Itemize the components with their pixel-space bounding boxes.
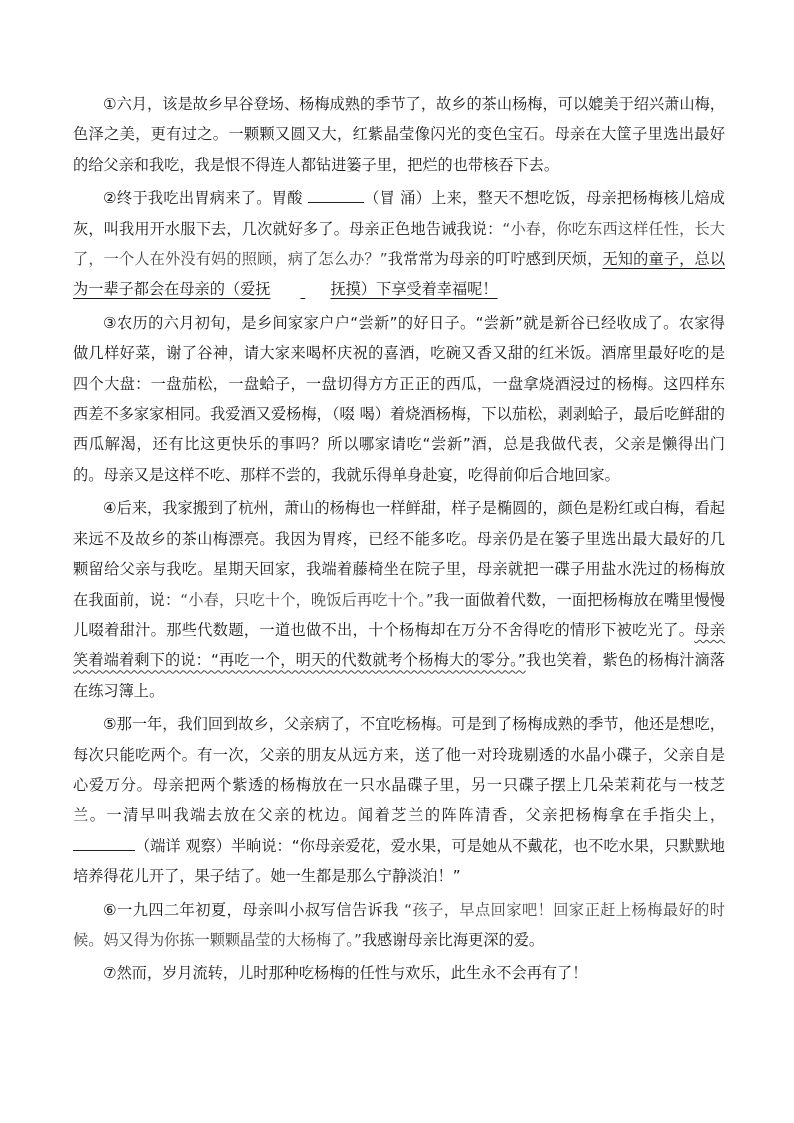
paragraph-5-text-b: （端详 观察）半晌说：“你母亲爱花，爱水果，可是她从不戴花，也不吃水果，只默默地培养得花儿开了，果子结了。她一生都是那么宁静淡泊！” <box>73 836 725 886</box>
paragraph-6 <box>73 895 725 956</box>
wavy-underlined-sentence: 母亲笑着端着剩下的说：“再吃一个，明天的代数就考个杨梅大的零分。” <box>73 620 726 670</box>
paragraph-5-text-a: ⑤那一年，我们回到故乡，父亲病了，不宜吃杨梅。可是到了杨梅成熟的季节，他还是想吃，每次只能吃两个。有一次，父亲的朋友从远方来，送了他一对玲珑剔透的水晶小碟子，父亲自是心爱万分。母亲把两个紫透的杨梅放在一只水晶碟子里，另一只碟子摆上几朵茉莉花与一枝芝兰。一清早叫我端去放在父亲的枕边。闻着芝兰的阵阵清香，父亲把杨梅拿在手指尖上， <box>73 715 725 825</box>
letter-quote: “孩子，早点回家吧！回家正赶上杨梅最好的时候。妈又得为你拣一颗颗晶莹的大杨梅了。” <box>73 900 725 949</box>
paragraph-4-text-a: ④后来，我家搬到了杭州，萧山的杨梅也一样鲜甜，样子是椭圆的，颜色是粉红或白梅，看起来远不及故乡的茶山梅漂亮。我因为胃疼，已经不能多吃。母亲仍是在篓子里选出最大最好的几颗留给父亲与我吃。星期天回家，我端着藤椅坐在院子里，母亲就把一碟子用盐水洗过的杨梅放在我面前，说： <box>73 499 725 609</box>
mother-instruction-quote: “小春，只吃十个，晚饭后再吃十个。” <box>180 590 434 609</box>
paragraph-1-text: ①六月，该是故乡早谷登场、杨梅成熟的季节了，故乡的茶山杨梅，可以媲美于绍兴萧山梅，色泽之美，更有过之。一颗颗又圆又大，红紫晶莹像闪光的变色宝石。母亲在大筐子里选出最好的给父亲和我吃，我是恨不得连人都钻进篓子里，把烂的也带核吞下去。 <box>73 95 725 174</box>
underlined-sentence-part-1: 无知的童子，总以为一辈子都会在母亲的（爱抚 <box>73 250 726 299</box>
paragraph-3-text: ③农历的六月初旬，是乡间家家户户“尝新”的好日子。“尝新”就是新谷已经收成了。农家得做几样好菜，谢了谷神，请大家来喝杯庆祝的喜酒，吃碗又香又甜的红米饭。酒席里最好吃的是四个大盘：一盘茄松，一盘蛤子，一盘切得方方正正的西瓜，一盘拿烧酒浸过的杨梅。这四样东西差不多家家相同。我爱酒又爱杨梅，（啜 喝）着烧酒杨梅，下以茄松，剥剥蛤子，最后吃鲜甜的西瓜解渴，还有比这更快乐的事吗？所以哪家请吃“尝新”酒，总是我做代表，父亲是懒得出门的。母亲又是这样不吃、那样不尝的，我就乐得单身赴宴，吃得前仰后合地回家。 <box>73 313 725 484</box>
fill-blank-1[interactable] <box>308 188 364 203</box>
fill-blank-2[interactable] <box>73 836 135 851</box>
underlined-gap <box>270 274 330 304</box>
paragraph-2-text-c: 我常常为母亲的叮咛感到厌烦， <box>387 250 603 269</box>
mother-warning-quote: “小春，你吃东西这样任性，长大了，一个人在外没有妈的照顾，病了怎么办？” <box>73 219 725 269</box>
paragraph-7-text: ⑦然而，岁月流转，儿时那种吃杨梅的任性与欢乐，此生永不会再有了！ <box>103 964 588 983</box>
paragraph-5 <box>73 709 725 891</box>
paragraph-4-text-c: 我也笑着，紫色的杨梅汁滴落在练习簿上。 <box>73 651 725 700</box>
paragraph-3 <box>73 308 725 490</box>
essay-body <box>73 89 725 992</box>
paragraph-2 <box>73 183 725 305</box>
paragraph-6-text-b: 我感谢母亲比海更深的爱。 <box>361 930 545 949</box>
paragraph-6-text-a: ⑥一九四二年初夏，母亲叫小叔写信告诉我 <box>103 900 405 919</box>
paragraph-2-text-a: ②终于我吃出胃病来了。胃酸 <box>103 189 308 208</box>
paragraph-2-text-b: （冒 涌）上来，整天不想吃饭，母亲把杨梅核儿焙成灰，叫我用开水服下去，几次就好多了。母亲正色地告诫我说： <box>73 189 725 238</box>
paragraph-1 <box>73 89 725 180</box>
paragraph-4 <box>73 493 725 706</box>
underlined-sentence-part-2: 抚摸）下享受着幸福呢！ <box>330 280 498 299</box>
paragraph-7 <box>73 958 725 988</box>
paragraph-4-text-b: 我一面做着代数，一面把杨梅放在嘴里慢慢儿啜着甜汁。那些代数题，一道也做不出，十个杨梅却在万分不舍得吃的情形下被吃光了。 <box>73 590 726 639</box>
